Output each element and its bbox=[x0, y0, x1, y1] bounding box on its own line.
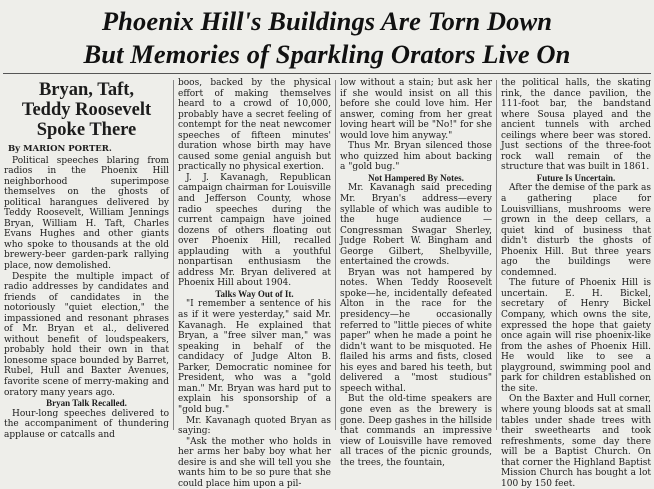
paragraph: On the Baxter and Hull corner, where young bloods sat at small tables under shade trees with their sweethearts and took refreshments, some day there will be a Baptist Church. On that corner the Highland Baptist Mission Church has bought a lot 100 by 150 feet. bbox=[501, 394, 651, 489]
deck-line: Teddy Roosevelt bbox=[21, 100, 152, 120]
subhead: Bryan Talk Recalled. bbox=[46, 398, 127, 409]
paragraph: Hour-long speeches delivered to the accompaniment of thundering applause or catcalls and bbox=[4, 408, 169, 440]
article-column-2 bbox=[178, 78, 331, 489]
paragraph: Mr. Kavanagh said preceding Mr. Bryan's address—every syllable of which was audible to the huge audience — Congressman Swagar Sherley, Judge Robert W. Bingham and George Gilbert, Shelbyville, entertained the crowds. bbox=[340, 183, 492, 268]
headline-line-1: Phoenix Hill's Buildings Are Torn Down bbox=[101, 6, 553, 36]
headline-line-2: But Memories of Sparkling Orators Live On bbox=[83, 39, 571, 69]
headline-rule bbox=[3, 73, 651, 74]
subhead: Future Is Uncertain. bbox=[536, 172, 616, 183]
paragraph: Bryan was not hampered by notes. When Teddy Roosevelt spoke—he, incidentally defeated Alton in the race for the presidency—he occasionally referred to "little pieces of white paper" when he made a point he didn't want to be misquoted. He flailed his arms and fists, closed his eyes and bared his teeth, but delivered a "most studious" speech withal. bbox=[340, 267, 492, 394]
paragraph: "Ask the mother who holds in her arms her baby boy what her desire is and she will tell you she wants him to be so pure that she could place him upon a pil- bbox=[178, 436, 331, 489]
article-column-4 bbox=[501, 78, 651, 489]
paragraph: low without a stain; but ask her if she would insist on all this before she could love him. Her answer, coming from her great loving heart will be "No!" for she would love him anyway." bbox=[340, 78, 492, 141]
paragraph: Thus Mr. Bryan silenced those who quizzed him about backing a "gold bug." bbox=[340, 141, 492, 173]
paragraph: Despite the multiple impact of radio addresses by candidates and friends of candidates in the notoriously "quiet election," the impassioned and resonant phrases of Mr. Bryan et al., delivered without benefit of loudspeakers, probably hold their own in that lonesome space bounded by Barret, Rubel, Hull and Baxter Avenues, favorite scene of merry-making and oratory many years ago. bbox=[4, 271, 169, 398]
column-divider bbox=[335, 80, 336, 430]
deck-line: Bryan, Taft, bbox=[38, 80, 135, 100]
paragraph: J. J. Kavanagh, Republican campaign chairman for Louisville and Jefferson County, whose radio speeches during the current campaign have joined dozens of others floating out over Phoenix Hill, recalled applauding with a youthful nonpartisan enthusiasm the address Mr. Bryan delivered at Phoenix Hill about 1904. bbox=[178, 172, 331, 289]
paragraph: But the old-time speakers are gone even as the brewery is gone. Deep gashes in the hillside that commands an impressive view of Louisville have removed all traces of the picnic grounds, the trees, the fountain, bbox=[340, 394, 492, 468]
column-divider bbox=[496, 80, 497, 430]
article-column-1 bbox=[4, 78, 169, 440]
subhead: Talks Way Out of It. bbox=[215, 288, 294, 299]
byline: By MARION PORTER. bbox=[8, 144, 112, 154]
paragraph: The future of Phoenix Hill is uncertain. E. H. Bickel, secretary of Henry Bickel Company, which owns the site, expressed the hope that gaiety once again will rise phoenix-like from the ashes of Phoenix Hill. He would like to see a playground, swimming pool and park for children established on the site. bbox=[501, 278, 651, 394]
paragraph: Mr. Kavanagh quoted Bryan as saying: bbox=[178, 415, 331, 437]
column-divider bbox=[173, 80, 174, 430]
deck-line: Spoke There bbox=[36, 120, 137, 140]
paragraph: "I remember a sentence of his as if it were yesterday," said Mr. Kavanagh. He explained that Bryan, a "free silver man," was speaking in behalf of the candidacy of Judge Alton B. Parker, Democratic nominee for President, who was a "gold man." Mr. Bryan was hard put to explain his sponsorship of a "gold bug." bbox=[178, 299, 331, 415]
paragraph: the political halls, the skating rink, the dance pavilion, the 111-foot bar, the bandstand where Sousa played and the ancient tunnels with arched ceilings where beer was stored. Just sections of the three-foot rock wall remain of the structure that was built in 1861. bbox=[501, 78, 651, 173]
deck-headline bbox=[4, 80, 169, 140]
subhead: Not Hampered By Notes. bbox=[368, 172, 464, 183]
paragraph: boos, backed by the physical effort of making themselves heard to a crowd of 10,000, probably have a secret feeling of contempt for the neat newcomer speeches of fifteen minutes' duration whose birth may have caused some genial anguish but practically no physical exertion. bbox=[178, 78, 331, 173]
paragraph: After the demise of the park as a gathering place for Louisvillians, mushrooms were grown in the deep cellars, a quiet kind of business that didn't disturb the ghosts of Phoenix Hill. But three years ago the buildings were condemned. bbox=[501, 183, 651, 278]
article-column-3 bbox=[340, 78, 492, 468]
paragraph: Political speeches blaring from radios in the Phoenix Hill neighborhood superimpose themselves on the ghosts of political harangues delivered by Teddy Roosevelt, William Jennings Bryan, William H. Taft, Charles Evans Hughes and other giants who spoke to thousands at the old brewery-beer garden-park rallying place, now demolished. bbox=[4, 155, 169, 272]
